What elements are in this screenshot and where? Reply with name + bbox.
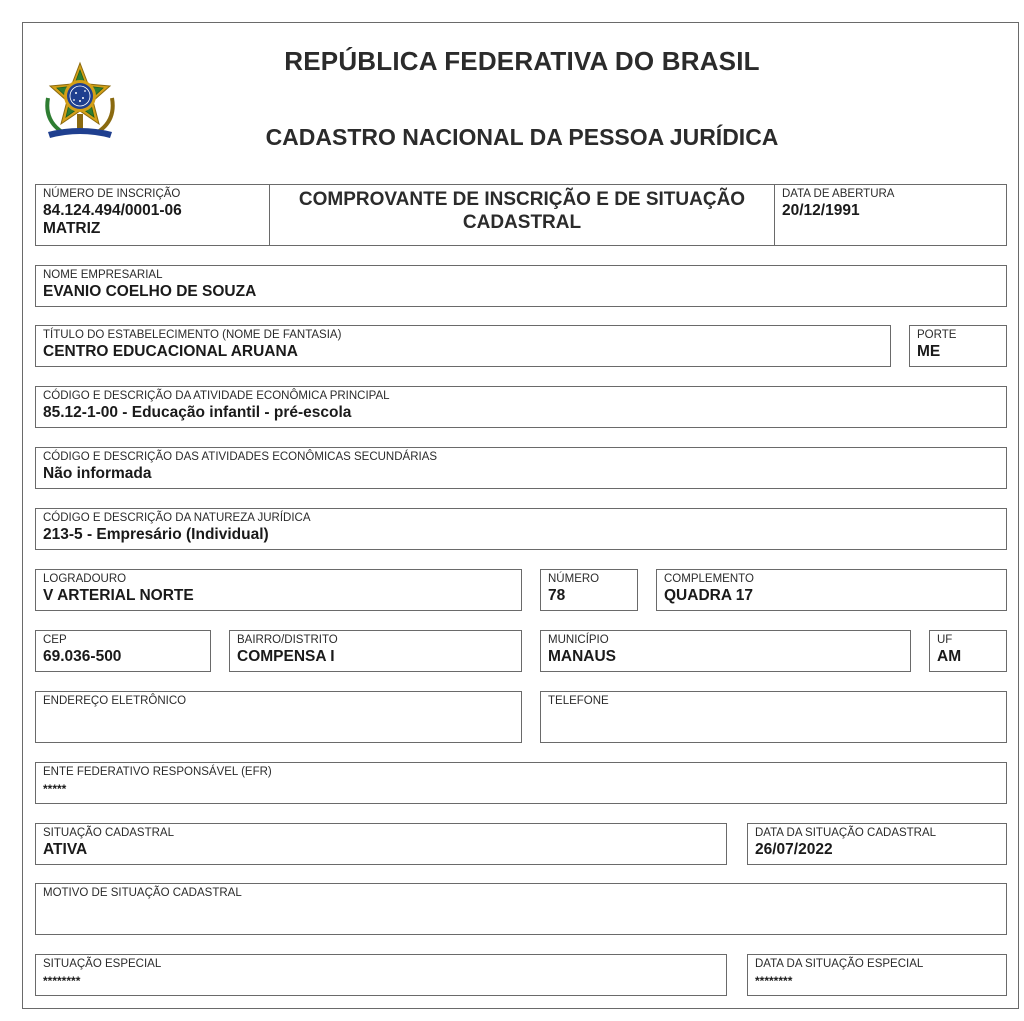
field-label: BAIRRO/DISTRITO — [237, 634, 338, 646]
endereco-eletronico-field — [35, 691, 522, 743]
field-value: ATIVA — [43, 841, 88, 858]
field-label: CÓDIGO E DESCRIÇÃO DAS ATIVIDADES ECONÔMICAS SECUNDÁRIAS — [43, 451, 438, 463]
page-title: REPÚBLICA FEDERATIVA DO BRASIL — [284, 46, 760, 76]
field-label: DATA DE ABERTURA — [782, 188, 895, 200]
uf-field — [929, 630, 1007, 672]
field-value: 26/07/2022 — [755, 841, 833, 858]
field-value: 69.036-500 — [43, 648, 122, 665]
nome-empresarial-field — [35, 265, 1007, 307]
field-value: EVANIO COELHO DE SOUZA — [43, 283, 257, 300]
complemento-field — [656, 569, 1007, 611]
efr-field — [35, 762, 1007, 804]
field-label: TÍTULO DO ESTABELECIMENTO (NOME DE FANTASIA) — [43, 329, 342, 341]
field-label: NÚMERO — [548, 573, 600, 585]
field-label: LOGRADOURO — [43, 573, 127, 585]
data-situacao-cadastral-field — [747, 823, 1007, 865]
numero-inscricao-field — [35, 184, 270, 246]
data-situacao-especial-field — [747, 954, 1007, 996]
comprovante-title: COMPROVANTE DE INSCRIÇÃO E DE SITUAÇÃO CADASTRAL — [298, 189, 746, 233]
field-value: 78 — [548, 587, 566, 604]
field-label: NOME EMPRESARIAL — [43, 269, 163, 281]
field-label: SITUAÇÃO CADASTRAL — [43, 827, 174, 839]
porte-field — [909, 325, 1007, 367]
atividade-principal-field — [35, 386, 1007, 428]
field-value: ******** — [755, 974, 793, 988]
field-label: PORTE — [917, 329, 957, 341]
field-label: CÓDIGO E DESCRIÇÃO DA ATIVIDADE ECONÔMICA PRINCIPAL — [43, 390, 390, 402]
municipio-field — [540, 630, 911, 672]
field-value: AM — [937, 648, 962, 665]
field-value-secondary: MATRIZ — [43, 220, 101, 237]
field-value: CENTRO EDUCACIONAL ARUANA — [43, 343, 298, 360]
field-value: ME — [917, 343, 941, 360]
situacao-especial-field — [35, 954, 727, 996]
numero-field — [540, 569, 638, 611]
bairro-field — [229, 630, 522, 672]
field-label: CÓDIGO E DESCRIÇÃO DA NATUREZA JURÍDICA — [43, 512, 311, 524]
field-value: 20/12/1991 — [782, 202, 860, 219]
field-value: 213-5 - Empresário (Individual) — [43, 526, 269, 543]
field-label: DATA DA SITUAÇÃO CADASTRAL — [755, 827, 937, 839]
field-value: MANAUS — [548, 648, 617, 665]
data-abertura-field — [774, 184, 1007, 246]
titulo-estabelecimento-field — [35, 325, 891, 367]
natureza-juridica-field — [35, 508, 1007, 550]
cep-field — [35, 630, 211, 672]
field-value: ***** — [43, 782, 67, 796]
field-label: TELEFONE — [548, 695, 609, 707]
page-subtitle: CADASTRO NACIONAL DA PESSOA JURÍDICA — [265, 124, 779, 150]
field-label: DATA DA SITUAÇÃO ESPECIAL — [755, 958, 924, 970]
telefone-field — [540, 691, 1007, 743]
situacao-cadastral-field — [35, 823, 727, 865]
field-value: 84.124.494/0001-06 — [43, 202, 182, 219]
field-label: NÚMERO DE INSCRIÇÃO — [43, 188, 181, 200]
field-value: V ARTERIAL NORTE — [43, 587, 194, 604]
motivo-situacao-field — [35, 883, 1007, 935]
field-value: QUADRA 17 — [664, 587, 753, 604]
atividades-secundarias-field — [35, 447, 1007, 489]
field-value: COMPENSA I — [237, 648, 335, 665]
field-label: MUNICÍPIO — [548, 634, 609, 646]
field-value: Não informada — [43, 465, 152, 482]
field-label: ENTE FEDERATIVO RESPONSÁVEL (EFR) — [43, 766, 272, 778]
field-label: MOTIVO DE SITUAÇÃO CADASTRAL — [43, 887, 242, 899]
field-value: 85.12-1-00 - Educação infantil - pré-escola — [43, 404, 352, 421]
logradouro-field — [35, 569, 522, 611]
comprovante-title-box — [269, 184, 775, 246]
field-label: SITUAÇÃO ESPECIAL — [43, 958, 162, 970]
field-value: ******** — [43, 974, 81, 988]
field-label: CEP — [43, 634, 67, 646]
field-label: UF — [937, 634, 953, 646]
field-label: ENDEREÇO ELETRÔNICO — [43, 695, 187, 707]
field-label: COMPLEMENTO — [664, 573, 754, 585]
